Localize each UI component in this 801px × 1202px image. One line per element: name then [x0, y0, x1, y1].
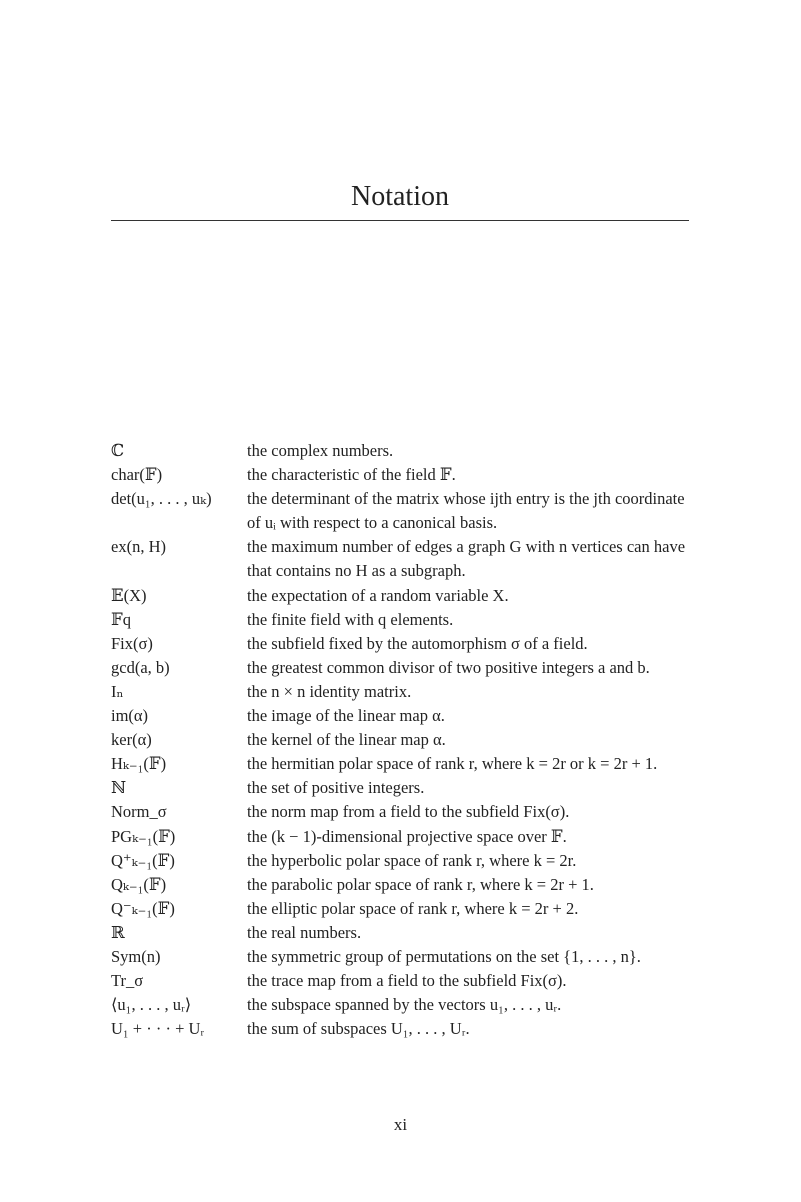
notation-entry-kernel [111, 728, 701, 752]
notation-description: the kernel of the linear map α. [247, 730, 446, 750]
notation-description: the finite field with q elements. [247, 609, 454, 629]
notation-entry-trace [111, 969, 701, 993]
notation-description: the subspace spanned by the vectors u₁, . . . , uᵣ. [247, 995, 562, 1015]
notation-symbol: Qₖ₋₁(𝔽) [111, 874, 167, 894]
notation-description: the real numbers. [247, 922, 362, 942]
notation-description: the elliptic polar space of rank r, where k = 2r + 2. [247, 898, 579, 918]
notation-list [111, 439, 701, 1041]
notation-entry-complex-numbers [111, 439, 701, 463]
notation-entry-naturals [111, 776, 701, 800]
notation-description: the n × n identity matrix. [247, 681, 412, 701]
notation-description: the set of positive integers. [247, 778, 425, 798]
page-title: Notation [351, 181, 449, 212]
notation-description: the hyperbolic polar space of rank r, where k = 2r. [247, 850, 577, 870]
notation-entry-finite-field [111, 608, 701, 632]
notation-symbol: Q⁺ₖ₋₁(𝔽) [111, 850, 175, 870]
notation-symbol: Q⁻ₖ₋₁(𝔽) [111, 898, 175, 918]
notation-description: the symmetric group of permutations on the set {1, . . . , n}. [247, 946, 641, 966]
notation-symbol: det(u₁, . . . , uₖ) [111, 489, 212, 509]
notation-entry-identity [111, 680, 701, 704]
notation-entry-projective [111, 825, 701, 849]
notation-entry-norm [111, 800, 701, 824]
notation-symbol: Hₖ₋₁(𝔽) [111, 754, 167, 774]
notation-description: the subfield fixed by the automorphism σ of a field. [247, 633, 588, 653]
notation-entry-char [111, 463, 701, 487]
notation-symbol: U₁ + · · · + Uᵣ [111, 1019, 205, 1039]
notation-entry-gcd [111, 656, 701, 680]
notation-symbol: 𝔼(X) [111, 585, 147, 605]
notation-entry-reals [111, 921, 701, 945]
notation-symbol: gcd(a, b) [111, 657, 170, 677]
notation-symbol: PGₖ₋₁(𝔽) [111, 826, 176, 846]
notation-description: the parabolic polar space of rank r, where k = 2r + 1. [247, 874, 594, 894]
notation-entry-hyperbolic [111, 849, 701, 873]
notation-symbol: 𝔽q [111, 609, 131, 629]
notation-description: the norm map from a field to the subfield Fix(σ). [247, 802, 570, 822]
notation-symbol: Tr_σ [111, 971, 144, 991]
notation-description: the maximum number of edges a graph G with n vertices can have that contains no H as a subgraph. [247, 537, 686, 581]
notation-symbol: Fix(σ) [111, 633, 153, 653]
notation-description: the expectation of a random variable X. [247, 585, 509, 605]
notation-symbol: Norm_σ [111, 802, 167, 822]
notation-entry-parabolic [111, 873, 701, 897]
notation-description: the sum of subspaces U₁, . . . , Uᵣ. [247, 1019, 470, 1039]
notation-description: the image of the linear map α. [247, 706, 445, 726]
notation-entry-elliptic [111, 897, 701, 921]
notation-description: the determinant of the matrix whose ijth entry is the jth coordinate of uᵢ with respect to a canonical basis. [247, 489, 685, 533]
notation-symbol: im(α) [111, 706, 149, 726]
notation-entry-ex [111, 535, 701, 583]
notation-description: the hermitian polar space of rank r, where k = 2r or k = 2r + 1. [247, 754, 658, 774]
notation-description: the (k − 1)-dimensional projective space over 𝔽. [247, 826, 567, 846]
notation-description: the complex numbers. [247, 441, 394, 460]
notation-entry-span [111, 993, 701, 1017]
notation-symbol: ℝ [111, 922, 125, 942]
notation-description: the characteristic of the field 𝔽. [247, 465, 456, 485]
notation-entry-fix [111, 632, 701, 656]
notation-entry-sum-subspaces [111, 1017, 701, 1041]
notation-symbol: ℂ [111, 441, 125, 460]
notation-entry-image [111, 704, 701, 728]
page-number: xi [393, 1115, 408, 1134]
notation-description: the trace map from a field to the subfield Fix(σ). [247, 971, 567, 991]
notation-entry-sym [111, 945, 701, 969]
notation-entry-hermitian [111, 752, 701, 776]
notation-entry-expectation [111, 584, 701, 608]
notation-symbol: ker(α) [111, 730, 152, 750]
notation-symbol: char(𝔽) [111, 465, 163, 485]
notation-symbol: Sym(n) [111, 946, 161, 966]
notation-symbol: ⟨u₁, . . . , uᵣ⟩ [111, 995, 192, 1015]
notation-entry-det [111, 487, 701, 535]
notation-symbol: ℕ [111, 778, 127, 798]
notation-symbol: Iₙ [111, 681, 124, 701]
notation-symbol: ex(n, H) [111, 537, 166, 557]
notation-description: the greatest common divisor of two positive integers a and b. [247, 657, 650, 677]
title-rule [111, 220, 689, 221]
